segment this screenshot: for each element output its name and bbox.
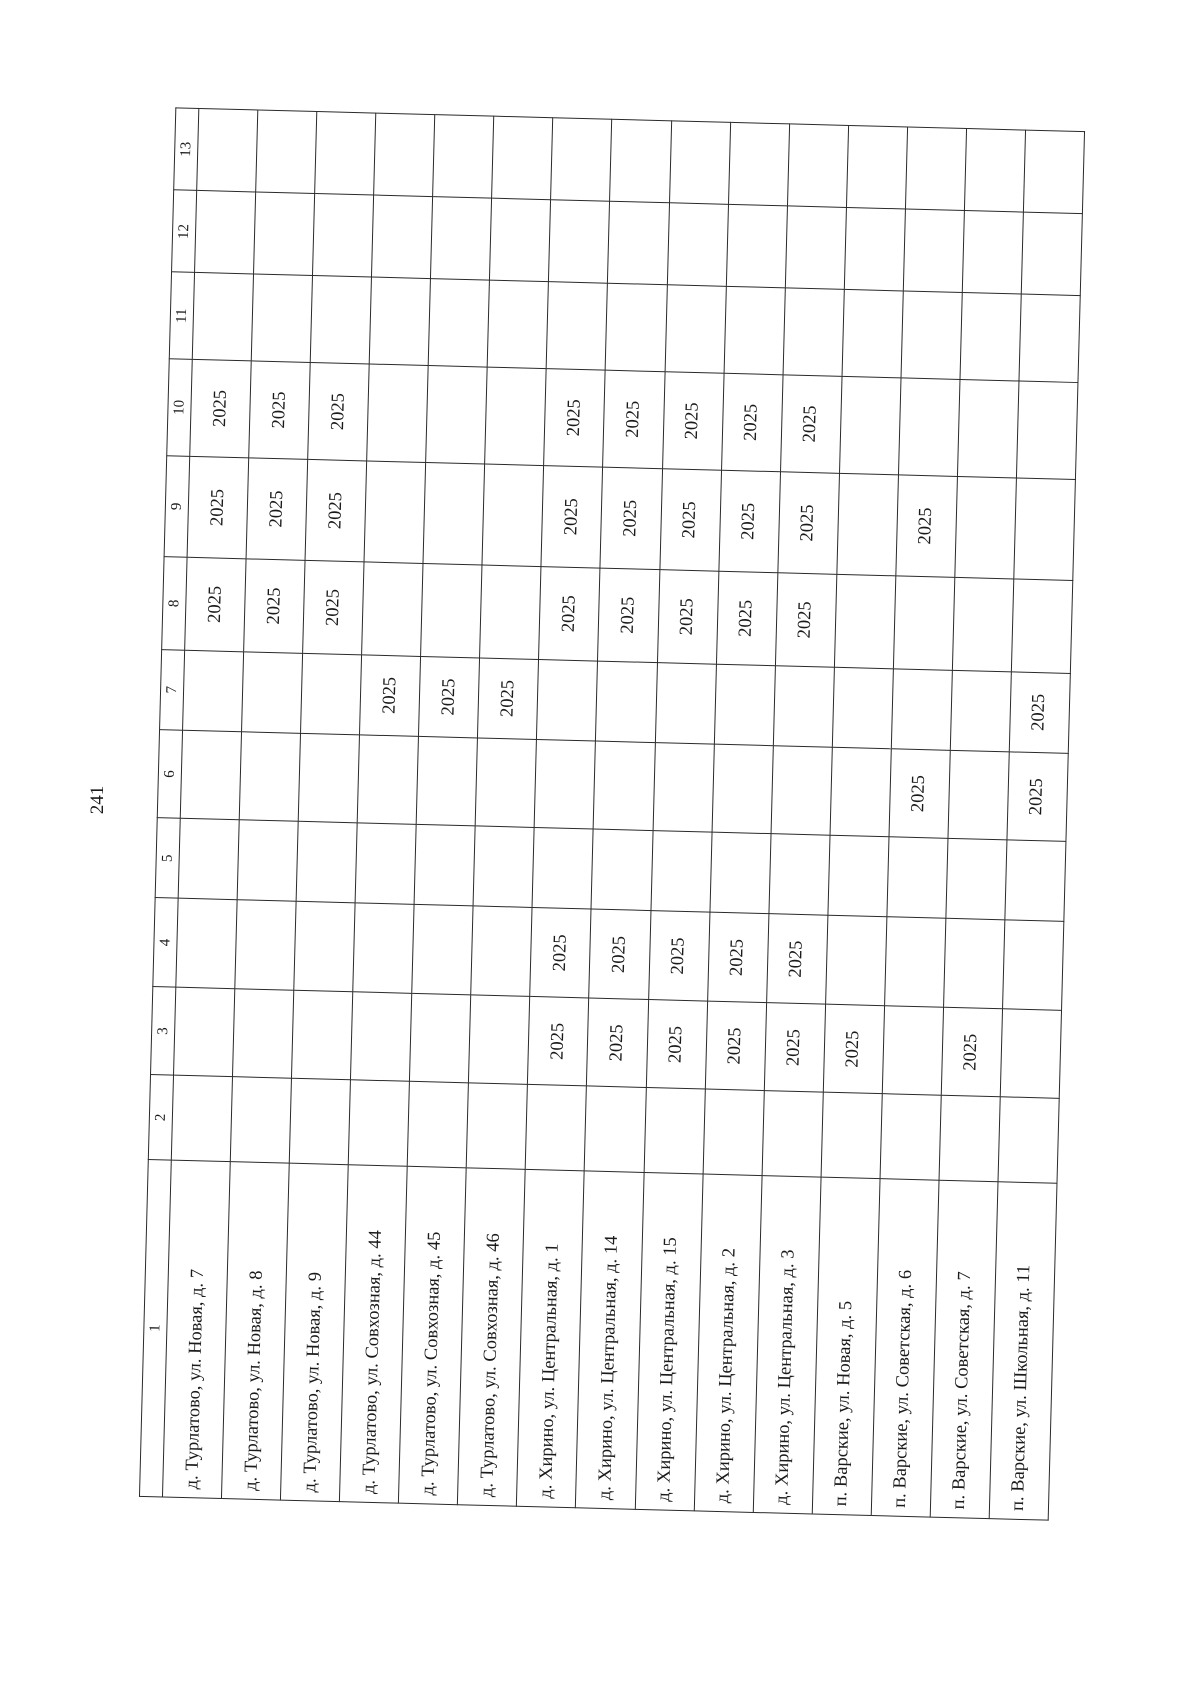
year-cell-col-10 bbox=[367, 364, 429, 462]
year-cell-col-9 bbox=[423, 462, 485, 565]
year-cell-col-5 bbox=[591, 829, 652, 911]
year-cell-col-4 bbox=[589, 909, 650, 999]
year-cell-col-3 bbox=[351, 992, 412, 1082]
year-cell-col-9 bbox=[955, 476, 1017, 579]
year-cell-col-13 bbox=[551, 118, 612, 202]
year-cell-col-9 bbox=[541, 465, 603, 568]
year-cell-col-12 bbox=[254, 192, 315, 276]
year-cell-col-3 bbox=[174, 987, 235, 1077]
year-cell-col-3 bbox=[410, 993, 471, 1083]
column-header-4: 4 bbox=[153, 898, 178, 987]
year-cell-col-9 bbox=[482, 464, 544, 567]
year-cell-col-12 bbox=[726, 205, 787, 289]
year-cell-col-8 bbox=[480, 565, 541, 659]
year-cell-col-11 bbox=[1019, 295, 1080, 383]
year-value: 2025 bbox=[785, 940, 807, 978]
year-value: 2025 bbox=[738, 502, 760, 541]
year-cell-col-12 bbox=[903, 209, 964, 293]
year-value: 2025 bbox=[1026, 777, 1048, 816]
year-value: 2025 bbox=[665, 1025, 687, 1064]
year-cell-col-3 bbox=[705, 1001, 766, 1091]
year-cell-col-10 bbox=[721, 373, 783, 471]
year-cell-col-6 bbox=[535, 739, 596, 829]
year-cell-col-9 bbox=[364, 461, 426, 564]
year-cell-col-12 bbox=[785, 206, 846, 290]
year-value: 2025 bbox=[799, 405, 821, 443]
year-value: 2025 bbox=[1028, 693, 1050, 732]
year-cell-col-6 bbox=[475, 738, 536, 828]
year-cell-col-3 bbox=[646, 999, 707, 1089]
year-cell-col-6 bbox=[416, 736, 477, 826]
year-value: 2025 bbox=[676, 598, 698, 636]
year-cell-col-6 bbox=[889, 749, 950, 839]
year-value: 2025 bbox=[740, 403, 762, 442]
year-cell-col-5 bbox=[710, 832, 771, 914]
year-cell-col-7 bbox=[537, 659, 598, 741]
year-cell-col-5 bbox=[769, 834, 830, 916]
year-value: 2025 bbox=[842, 1030, 864, 1068]
year-cell-col-11 bbox=[606, 284, 667, 372]
year-cell-col-2 bbox=[407, 1082, 468, 1168]
year-cell-col-9 bbox=[778, 472, 840, 575]
year-cell-col-4 bbox=[943, 919, 1004, 1009]
year-cell-col-5 bbox=[414, 825, 475, 907]
year-cell-col-4 bbox=[294, 902, 355, 992]
year-cell-col-4 bbox=[471, 906, 532, 996]
year-cell-col-12 bbox=[549, 200, 610, 284]
year-cell-col-7 bbox=[596, 661, 657, 743]
year-value: 2025 bbox=[667, 937, 689, 975]
year-cell-col-13 bbox=[433, 115, 494, 199]
column-header-11: 11 bbox=[169, 272, 194, 359]
year-cell-col-6 bbox=[771, 746, 832, 836]
year-cell-col-5 bbox=[828, 836, 889, 918]
year-cell-col-8 bbox=[893, 576, 954, 670]
column-header-5: 5 bbox=[155, 818, 180, 899]
year-cell-col-3 bbox=[941, 1007, 1002, 1097]
year-cell-col-7 bbox=[950, 670, 1011, 752]
year-cell-col-7 bbox=[419, 656, 480, 738]
year-cell-col-11 bbox=[251, 274, 312, 362]
column-header-7: 7 bbox=[160, 649, 185, 730]
year-cell-col-2 bbox=[585, 1086, 646, 1172]
year-cell-col-12 bbox=[667, 203, 728, 287]
year-cell-col-3 bbox=[882, 1006, 943, 1096]
address-cell: д. Хирино, ул. Центральная, д. 14 bbox=[576, 1171, 644, 1510]
year-value: 2025 bbox=[204, 585, 226, 624]
column-header-10: 10 bbox=[167, 359, 193, 457]
year-cell-col-13 bbox=[787, 124, 848, 208]
year-cell-col-6 bbox=[1007, 752, 1068, 842]
year-cell-col-5 bbox=[296, 822, 357, 904]
column-header-8: 8 bbox=[162, 557, 187, 650]
column-header-1: 1 bbox=[139, 1159, 171, 1497]
year-cell-col-3 bbox=[1000, 1009, 1061, 1099]
address-cell: д. Хирино, ул. Центральная, д. 3 bbox=[753, 1175, 821, 1514]
year-cell-col-6 bbox=[594, 741, 655, 831]
year-cell-col-8 bbox=[834, 574, 895, 668]
year-cell-col-7 bbox=[1009, 672, 1070, 754]
year-cell-col-10 bbox=[839, 376, 901, 474]
year-cell-col-10 bbox=[780, 375, 842, 473]
year-cell-col-11 bbox=[487, 281, 548, 369]
year-cell-col-6 bbox=[180, 730, 241, 820]
year-cell-col-2 bbox=[762, 1091, 823, 1177]
column-header-2: 2 bbox=[148, 1075, 173, 1160]
year-cell-col-5 bbox=[473, 826, 534, 908]
year-cell-col-9 bbox=[600, 467, 662, 570]
year-cell-col-3 bbox=[233, 989, 294, 1079]
column-header-6: 6 bbox=[157, 729, 182, 818]
year-cell-col-11 bbox=[783, 288, 844, 376]
year-cell-col-11 bbox=[369, 278, 430, 366]
year-cell-col-4 bbox=[884, 917, 945, 1007]
year-cell-col-12 bbox=[844, 208, 905, 292]
address-cell: д. Турлатово, ул. Совхозная, д. 45 bbox=[399, 1166, 467, 1505]
year-cell-col-12 bbox=[372, 195, 433, 279]
year-value: 2025 bbox=[561, 498, 583, 536]
table-container bbox=[139, 107, 1085, 1520]
year-cell-col-10 bbox=[190, 359, 252, 457]
address-cell: п. Варские, ул. Новая, д. 5 bbox=[812, 1177, 880, 1516]
year-cell-col-7 bbox=[773, 665, 834, 747]
year-cell-col-8 bbox=[362, 562, 423, 656]
year-cell-col-6 bbox=[830, 747, 891, 837]
year-cell-col-3 bbox=[528, 996, 589, 1086]
year-cell-col-9 bbox=[187, 456, 249, 559]
year-cell-col-10 bbox=[898, 378, 960, 476]
year-cell-col-10 bbox=[662, 372, 724, 470]
year-cell-col-2 bbox=[880, 1094, 941, 1180]
year-cell-col-7 bbox=[714, 664, 775, 746]
year-cell-col-4 bbox=[1002, 920, 1063, 1010]
year-cell-col-5 bbox=[178, 819, 239, 901]
year-cell-col-3 bbox=[469, 995, 530, 1085]
year-value: 2025 bbox=[617, 596, 639, 634]
year-cell-col-8 bbox=[952, 577, 1013, 671]
address-cell: п. Варские, ул. Школьная, д. 11 bbox=[989, 1181, 1057, 1520]
year-cell-col-2 bbox=[644, 1088, 705, 1174]
year-cell-col-13 bbox=[315, 112, 376, 196]
year-value: 2025 bbox=[620, 499, 642, 538]
year-value: 2025 bbox=[681, 402, 703, 440]
year-cell-col-11 bbox=[842, 290, 903, 378]
year-cell-col-10 bbox=[308, 362, 370, 460]
year-cell-col-12 bbox=[195, 191, 256, 275]
address-cell: д. Хирино, ул. Центральная, д. 15 bbox=[635, 1172, 703, 1511]
year-cell-col-4 bbox=[530, 908, 591, 998]
year-cell-col-13 bbox=[610, 119, 671, 203]
address-cell: д. Турлатово, ул. Новая, д. 7 bbox=[162, 1160, 230, 1499]
year-cell-col-5 bbox=[1005, 840, 1066, 922]
column-header-9: 9 bbox=[164, 456, 190, 558]
year-cell-col-10 bbox=[1016, 381, 1078, 479]
year-value: 2025 bbox=[915, 507, 937, 545]
year-cell-col-7 bbox=[832, 667, 893, 749]
year-cell-col-13 bbox=[374, 113, 435, 197]
year-value: 2025 bbox=[797, 504, 819, 542]
column-header-13: 13 bbox=[174, 108, 199, 191]
address-cell: д. Хирино, ул. Центральная, д. 1 bbox=[517, 1169, 585, 1508]
year-cell-col-6 bbox=[712, 744, 773, 834]
year-cell-col-11 bbox=[665, 285, 726, 373]
year-cell-col-8 bbox=[244, 559, 305, 653]
year-cell-col-8 bbox=[185, 557, 246, 651]
year-cell-col-6 bbox=[239, 732, 300, 822]
year-cell-col-7 bbox=[655, 662, 716, 744]
year-cell-col-6 bbox=[298, 733, 359, 823]
year-cell-col-2 bbox=[230, 1077, 291, 1163]
year-cell-col-10 bbox=[603, 370, 665, 468]
year-cell-col-11 bbox=[192, 273, 253, 361]
year-cell-col-7 bbox=[360, 655, 421, 737]
year-value: 2025 bbox=[379, 676, 401, 715]
column-header-12: 12 bbox=[172, 190, 197, 273]
year-cell-col-12 bbox=[313, 194, 374, 278]
year-value: 2025 bbox=[908, 774, 930, 813]
year-cell-col-10 bbox=[249, 361, 311, 459]
year-cell-col-2 bbox=[171, 1076, 232, 1162]
table-body bbox=[139, 108, 1084, 1520]
year-value: 2025 bbox=[794, 601, 816, 639]
year-cell-col-4 bbox=[235, 900, 296, 990]
year-cell-col-3 bbox=[587, 998, 648, 1088]
year-cell-col-13 bbox=[256, 110, 317, 194]
year-cell-col-9 bbox=[1014, 478, 1076, 581]
year-cell-col-11 bbox=[547, 282, 608, 370]
year-cell-col-4 bbox=[766, 914, 827, 1004]
year-cell-col-13 bbox=[728, 122, 789, 206]
year-cell-col-2 bbox=[998, 1097, 1059, 1183]
year-value: 2025 bbox=[497, 679, 519, 718]
year-cell-col-3 bbox=[764, 1003, 825, 1093]
year-value: 2025 bbox=[547, 1022, 569, 1061]
address-cell: д. Турлатово, ул. Новая, д. 9 bbox=[281, 1163, 349, 1502]
year-cell-col-10 bbox=[426, 365, 488, 463]
year-cell-col-2 bbox=[289, 1079, 350, 1165]
year-cell-col-8 bbox=[303, 560, 364, 654]
year-cell-col-8 bbox=[598, 568, 659, 662]
year-cell-col-12 bbox=[431, 197, 492, 281]
year-cell-col-4 bbox=[353, 903, 414, 993]
year-cell-col-9 bbox=[896, 475, 958, 578]
year-cell-col-8 bbox=[775, 573, 836, 667]
year-cell-col-2 bbox=[348, 1080, 409, 1166]
year-cell-col-2 bbox=[939, 1096, 1000, 1182]
year-cell-col-2 bbox=[821, 1093, 882, 1179]
year-cell-col-2 bbox=[526, 1085, 587, 1171]
year-cell-col-11 bbox=[310, 276, 371, 364]
year-value: 2025 bbox=[327, 392, 349, 431]
year-cell-col-10 bbox=[957, 379, 1019, 477]
year-cell-col-13 bbox=[905, 127, 966, 211]
year-value: 2025 bbox=[622, 400, 644, 439]
year-value: 2025 bbox=[783, 1028, 805, 1067]
year-cell-col-4 bbox=[412, 905, 473, 995]
year-cell-col-12 bbox=[1021, 212, 1082, 296]
year-cell-col-3 bbox=[823, 1004, 884, 1094]
year-cell-col-2 bbox=[703, 1089, 764, 1175]
year-cell-col-13 bbox=[197, 108, 258, 192]
year-cell-col-6 bbox=[357, 735, 418, 825]
year-value: 2025 bbox=[563, 398, 585, 437]
year-value: 2025 bbox=[325, 491, 347, 530]
year-cell-col-5 bbox=[355, 823, 416, 905]
year-value: 2025 bbox=[549, 934, 571, 972]
year-cell-col-7 bbox=[301, 653, 362, 735]
year-cell-col-9 bbox=[246, 458, 308, 561]
year-cell-col-4 bbox=[825, 916, 886, 1006]
address-cell: д. Турлатово, ул. Новая, д. 8 bbox=[222, 1161, 290, 1500]
year-cell-col-7 bbox=[891, 669, 952, 751]
year-cell-col-4 bbox=[648, 911, 709, 1001]
year-cell-col-12 bbox=[608, 202, 669, 286]
address-cell: д. Хирино, ул. Центральная, д. 2 bbox=[694, 1174, 762, 1513]
year-cell-col-6 bbox=[948, 750, 1009, 840]
year-cell-col-13 bbox=[492, 116, 553, 200]
year-cell-col-5 bbox=[650, 831, 711, 913]
address-cell: д. Турлатово, ул. Совхозная, д. 44 bbox=[340, 1164, 408, 1503]
year-cell-col-11 bbox=[724, 287, 785, 375]
year-cell-col-7 bbox=[183, 650, 244, 732]
year-cell-col-8 bbox=[657, 570, 718, 664]
year-cell-col-5 bbox=[887, 837, 948, 919]
year-cell-col-10 bbox=[485, 367, 547, 465]
year-cell-col-2 bbox=[467, 1083, 528, 1169]
year-value: 2025 bbox=[268, 391, 290, 429]
year-cell-col-8 bbox=[539, 567, 600, 661]
year-cell-col-4 bbox=[707, 913, 768, 1003]
year-cell-col-8 bbox=[421, 563, 482, 657]
year-cell-col-4 bbox=[176, 899, 237, 989]
year-value: 2025 bbox=[726, 938, 748, 977]
year-value: 2025 bbox=[960, 1033, 982, 1071]
year-cell-col-13 bbox=[846, 125, 907, 209]
year-cell-col-5 bbox=[237, 820, 298, 902]
year-cell-col-12 bbox=[490, 198, 551, 282]
year-value: 2025 bbox=[608, 935, 630, 974]
page-number: 241 bbox=[87, 785, 108, 815]
year-cell-col-13 bbox=[964, 129, 1025, 213]
year-value: 2025 bbox=[263, 587, 285, 625]
year-value: 2025 bbox=[206, 488, 228, 527]
year-cell-col-12 bbox=[962, 211, 1023, 295]
year-cell-col-7 bbox=[242, 652, 303, 734]
year-value: 2025 bbox=[322, 588, 344, 627]
year-value: 2025 bbox=[679, 501, 701, 539]
year-value: 2025 bbox=[735, 599, 757, 638]
year-cell-col-8 bbox=[716, 571, 777, 665]
year-cell-col-5 bbox=[946, 839, 1007, 921]
year-value: 2025 bbox=[209, 389, 231, 428]
address-cell: д. Турлатово, ул. Совхозная, д. 46 bbox=[458, 1168, 526, 1507]
year-cell-col-9 bbox=[659, 469, 721, 572]
year-cell-col-11 bbox=[960, 293, 1021, 381]
year-cell-col-13 bbox=[1023, 130, 1084, 214]
year-value: 2025 bbox=[438, 678, 460, 716]
schedule-table bbox=[139, 107, 1085, 1520]
year-cell-col-9 bbox=[718, 470, 780, 573]
address-cell: п. Варские, ул. Советская, д. 7 bbox=[930, 1180, 998, 1519]
year-cell-col-11 bbox=[428, 279, 489, 367]
year-cell-col-8 bbox=[1011, 579, 1073, 673]
year-value: 2025 bbox=[724, 1027, 746, 1065]
year-cell-col-5 bbox=[532, 828, 593, 910]
year-cell-col-10 bbox=[544, 369, 606, 467]
year-value: 2025 bbox=[558, 594, 580, 633]
year-cell-col-7 bbox=[478, 658, 539, 740]
year-cell-col-3 bbox=[292, 990, 353, 1080]
year-value: 2025 bbox=[606, 1024, 628, 1062]
column-header-3: 3 bbox=[151, 986, 176, 1075]
year-cell-col-9 bbox=[305, 459, 367, 562]
year-cell-col-11 bbox=[901, 291, 962, 379]
year-value: 2025 bbox=[265, 490, 287, 528]
address-cell: п. Варские, ул. Советская, д. 6 bbox=[871, 1178, 939, 1517]
year-cell-col-6 bbox=[653, 742, 714, 832]
year-cell-col-13 bbox=[669, 121, 730, 205]
year-cell-col-9 bbox=[837, 473, 899, 576]
